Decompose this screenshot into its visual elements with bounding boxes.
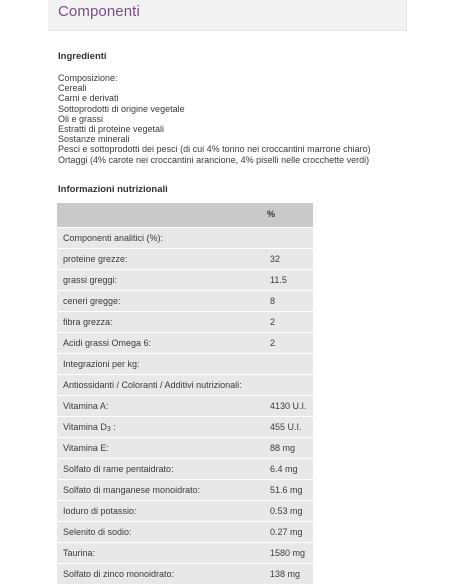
ingredient-line: Oli e grassi: [58, 113, 104, 124]
nutrient-label-suffix: :: [110, 422, 116, 432]
ingredient-line: Composizione:: [58, 73, 118, 83]
nutrient-value: 455 U.I.: [270, 422, 302, 432]
ingredient-line: Sottoprodotti di origine vegetale: [58, 103, 185, 114]
nutrient-label: grassi greggi:: [63, 275, 118, 285]
nutrient-value: 51.6 mg: [270, 485, 303, 495]
ingredient-line: Sostanze minerali: [58, 134, 130, 145]
nutrient-label: fibra grezza:: [63, 317, 113, 327]
ingredient-line: Carni e derivati: [58, 93, 119, 104]
nutrition-row: [57, 543, 313, 564]
ingredients-list: [58, 73, 371, 165]
nutrient-value: 138 mg: [270, 569, 301, 579]
nutrient-label: Componenti analitici (%):: [63, 233, 164, 243]
section-title: Componenti: [58, 3, 140, 20]
nutrient-label: Ioduro di potassio:: [63, 506, 137, 516]
nutrient-value: 32: [270, 254, 281, 264]
ingredient-line: Estratti di proteine vegetali: [58, 124, 165, 135]
nutrition-row: [57, 291, 313, 312]
section-header-bar[interactable]: [48, 0, 407, 31]
nutrient-label-prefix: Vitamina D: [63, 422, 107, 432]
nutrient-value: 4130 U.I.: [270, 401, 307, 411]
nutrition-row: [57, 522, 313, 543]
nutrient-value: 8: [270, 296, 276, 306]
nutrition-row: [57, 480, 313, 501]
nutrient-label: proteine grezze:: [63, 254, 128, 264]
nutrient-label: Vitamina E:: [63, 443, 109, 453]
nutrition-row: [57, 333, 313, 354]
nutrient-value: 1580 mg: [270, 548, 306, 558]
nutrient-label: Solfato di zinco monoidrato:: [63, 569, 175, 579]
nutrition-row: [57, 228, 313, 249]
nutrition-row: [57, 375, 313, 396]
nutrition-row: [57, 396, 313, 417]
nutrition-row: [57, 564, 313, 584]
nutrition-row: [57, 459, 313, 480]
nutrient-label: Taurina:: [63, 548, 96, 558]
nutrient-label-subscript: 3: [106, 426, 111, 433]
nutrition-row: [57, 270, 313, 291]
nutrient-label: Solfato di rame pentaidrato:: [63, 464, 174, 474]
nutrient-label: ceneri gregge:: [63, 296, 121, 306]
nutrition-row: [57, 417, 313, 438]
nutrient-label: Selenito di sodio:: [63, 527, 132, 537]
nutrition-row: [57, 501, 313, 522]
nutrient-label: Vitamina A:: [63, 401, 109, 411]
nutrient-value: 6.4 mg: [270, 464, 298, 474]
ingredient-line: Cereali: [58, 83, 87, 94]
nutrient-label: Solfato di manganese monoidrato:: [63, 485, 201, 495]
nutrient-value: 0.53 mg: [270, 506, 303, 516]
nutrition-row: [57, 249, 313, 270]
nutrient-value: 88 mg: [270, 443, 296, 453]
nutrient-value: 2: [270, 338, 276, 348]
nutrient-label: Antiossidanti / Coloranti / Additivi nutrizionali:: [63, 380, 242, 390]
nutrient-label: Acidi grassi Omega 6:: [63, 338, 152, 348]
nutrient-value: 11.5: [270, 275, 287, 285]
column-header-percent: %: [267, 209, 276, 219]
ingredient-line: Pesci e sottoprodotti dei pesci (di cui 4% tonno nei croccantini marrone chiaro): [58, 144, 371, 155]
nutrient-label: [63, 422, 116, 433]
nutrition-row: [57, 312, 313, 333]
nutrient-value: 2: [270, 317, 276, 327]
nutrition-row: [57, 438, 313, 459]
nutrition-row: [57, 354, 313, 375]
ingredients-heading: Ingredienti: [58, 51, 107, 62]
nutrient-value: 0.27 mg: [270, 527, 303, 537]
nutrition-heading: Informazioni nutrizionali: [58, 184, 168, 195]
nutrient-label: Integrazioni per kg:: [63, 359, 140, 369]
ingredient-line: Ortaggi (4% carote nei croccantini arancione, 4% piselli nelle crocchette verdi): [58, 154, 370, 165]
